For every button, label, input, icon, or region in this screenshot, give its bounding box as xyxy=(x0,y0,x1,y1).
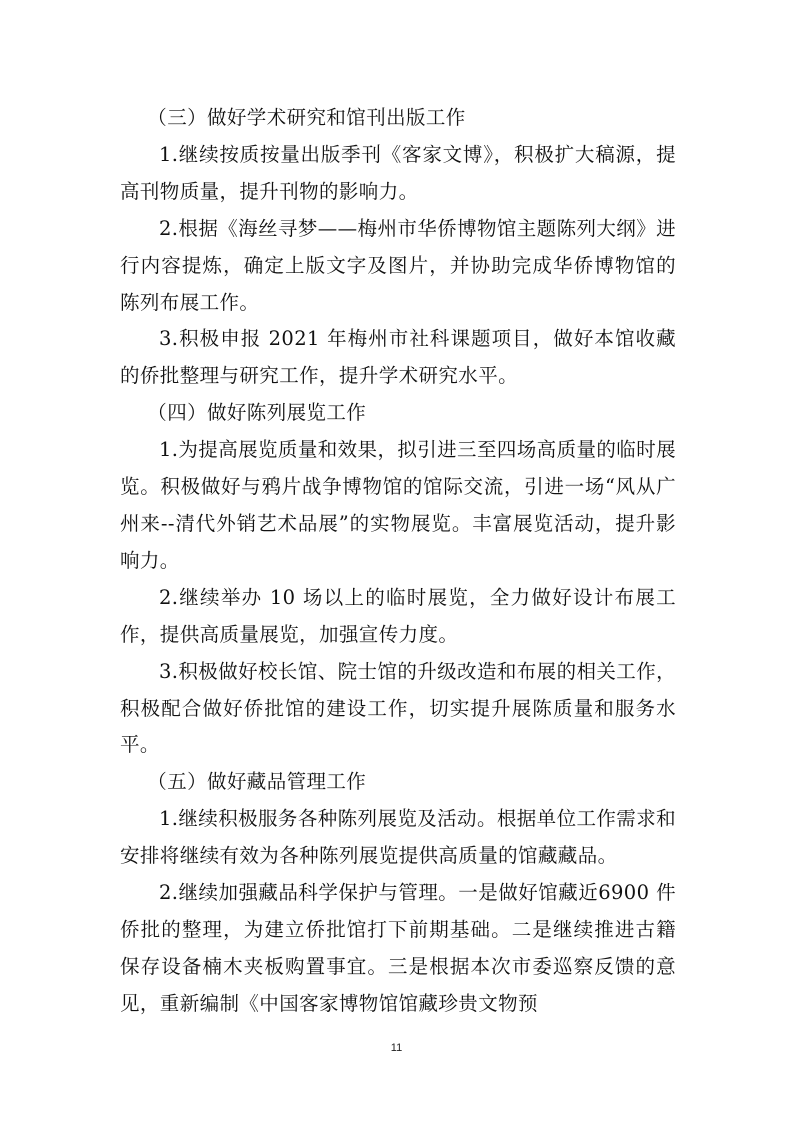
paragraph: 3.积极做好校长馆、院士馆的升级改造和布展的相关工作，积极配合做好侨批馆的建设工作，切实提升展陈质量和服务水平。 xyxy=(120,659,676,757)
section-heading-3: （三）做好学术研究和馆刊出版工作 xyxy=(147,106,466,129)
paragraph: 1.继续积极服务各种陈列展览及活动。根据单位工作需求和安排将继续有效为各种陈列展览提供高质量的馆藏藏品。 xyxy=(120,807,676,868)
page-number: 11 xyxy=(390,1042,403,1054)
section-heading-4: （四）做好陈列展览工作 xyxy=(147,401,367,425)
section-heading-5: （五）做好藏品管理工作 xyxy=(147,770,367,794)
paragraph: 2.继续举办 10 场以上的临时展览，全力做好设计布展工作，提供高质量展览，加强宣传力度。 xyxy=(120,585,676,646)
paragraph: 2.根据《海丝寻梦——梅州市华侨博物馆主题陈列大纲》进行内容提炼，确定上版文字及图片，并协助完成华侨博物馆的陈列布展工作。 xyxy=(120,216,676,314)
paragraph: 1.为提高展览质量和效果，拟引进三至四场高质量的临时展览。积极做好与鸦片战争博物馆的馆际交流，引进一场“风从广州来--清代外销艺术品展”的实物展览。丰富展览活动，提升影响力。 xyxy=(120,438,676,572)
document-body xyxy=(120,100,676,1023)
paragraph: 2.继续加强藏品科学保护与管理。一是做好馆藏近6900 件侨批的整理，为建立侨批馆打下前期基础。二是继续推进古籍保存设备楠木夹板购置事宜。三是根据本次市委巡察反馈的意见，重新编制《中国客家博物馆馆藏珍贵文物预 xyxy=(120,881,676,1015)
paragraph: 1.继续按质按量出版季刊《客家文博》，积极扩大稿源，提高刊物质量，提升刊物的影响力。 xyxy=(120,142,676,203)
paragraph: 3.积极申报 2021 年梅州市社科课题项目，做好本馆收藏的侨批整理与研究工作，提升学术研究水平。 xyxy=(120,327,676,388)
